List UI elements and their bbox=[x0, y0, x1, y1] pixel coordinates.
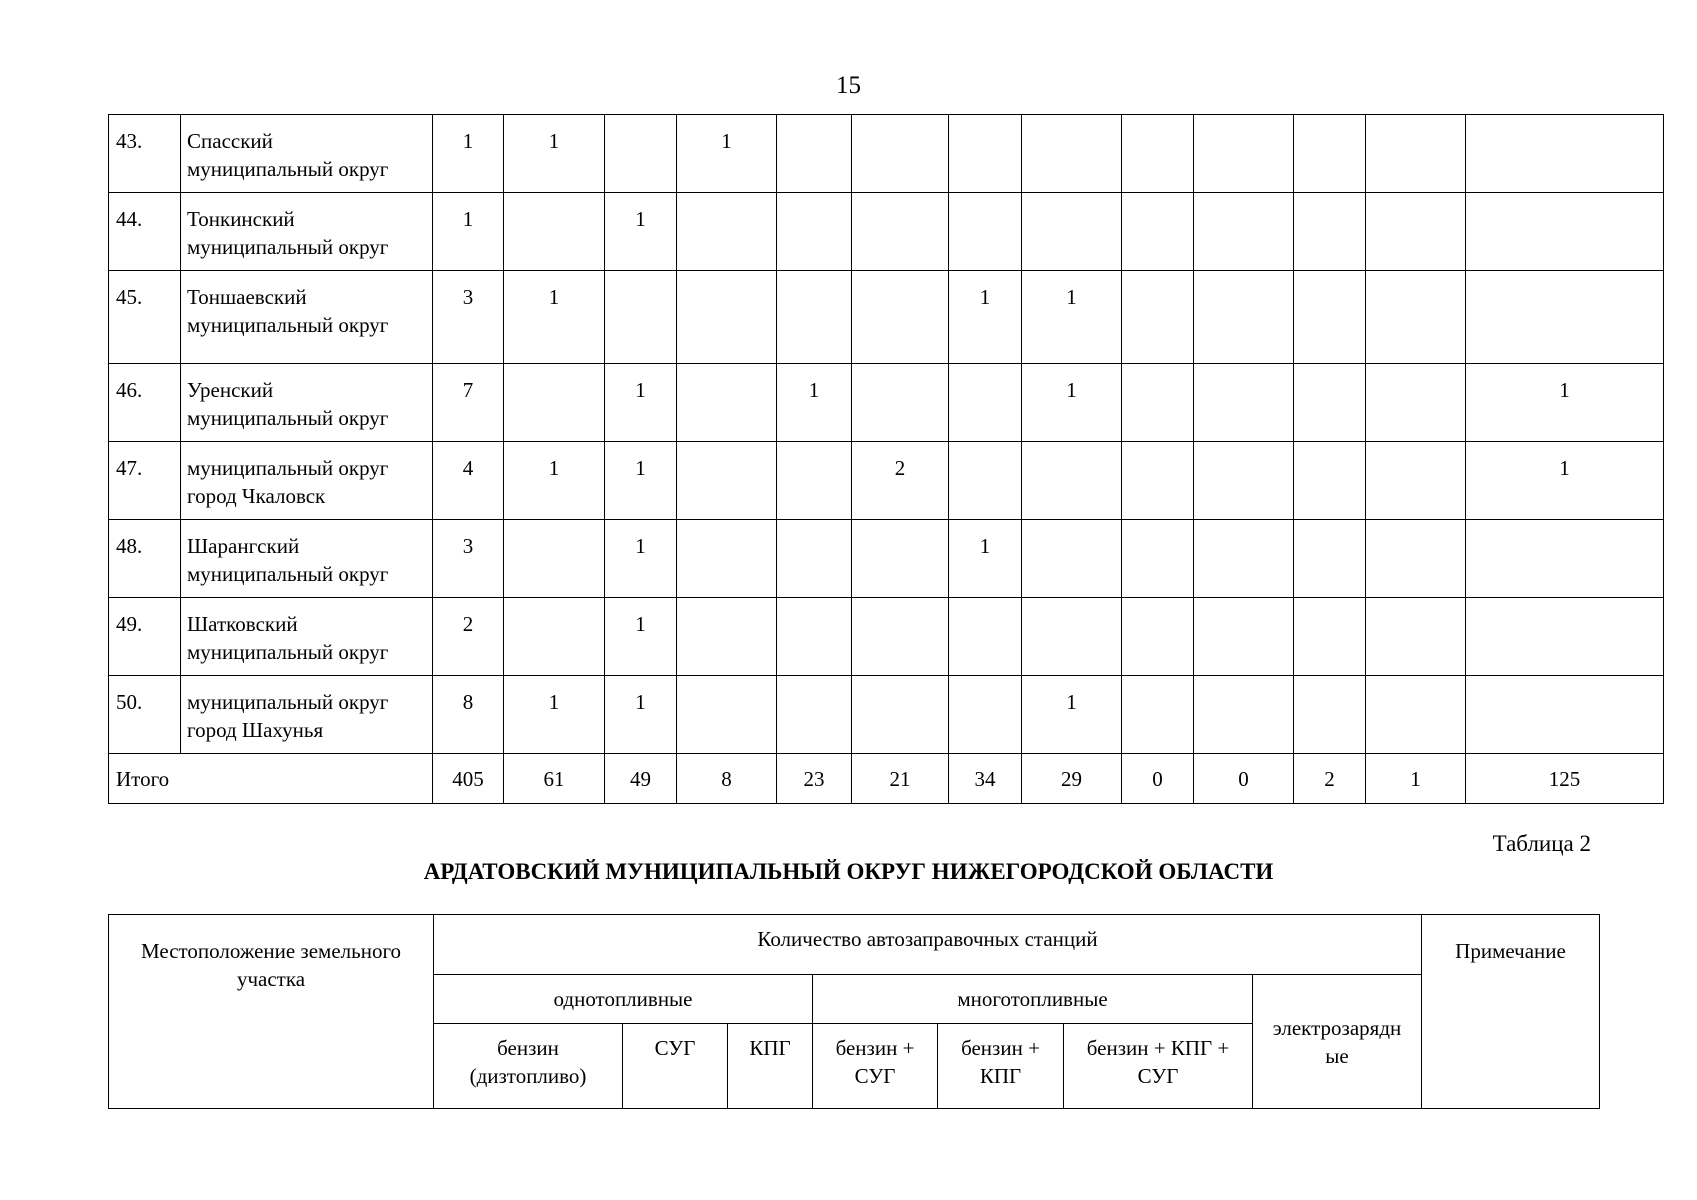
row-value-cell: 1 bbox=[605, 364, 677, 442]
row-district-name bbox=[181, 598, 433, 676]
row-value-cell bbox=[852, 271, 949, 364]
row-value-cell: 1 bbox=[1022, 271, 1122, 364]
row-value-cell bbox=[1466, 676, 1664, 754]
header-multi-fuel: многотопливные bbox=[813, 975, 1253, 1024]
row-value-cell bbox=[949, 364, 1022, 442]
header-petrol-cng-line2: КПГ bbox=[979, 1064, 1022, 1088]
row-number: 50. bbox=[109, 676, 181, 754]
row-value-cell: 1 bbox=[777, 364, 852, 442]
row-value-cell bbox=[777, 271, 852, 364]
row-value-cell bbox=[852, 115, 949, 193]
totals-value-cell: 405 bbox=[433, 754, 504, 804]
header-petrol-cng-lpg-line2: СУГ bbox=[1137, 1064, 1179, 1088]
totals-value-cell: 125 bbox=[1466, 754, 1664, 804]
totals-value-cell: 2 bbox=[1294, 754, 1366, 804]
table-row bbox=[109, 520, 1664, 598]
row-value-cell bbox=[1194, 115, 1294, 193]
row-value-cell: 3 bbox=[433, 271, 504, 364]
district-name-line: муниципальный округ bbox=[187, 406, 389, 430]
row-district-name bbox=[181, 676, 433, 754]
row-value-cell: 1 bbox=[605, 676, 677, 754]
header-petrol-cng-lpg-line1: бензин + КПГ + bbox=[1086, 1036, 1230, 1060]
row-value-cell: 7 bbox=[433, 364, 504, 442]
row-value-cell: 1 bbox=[1466, 442, 1664, 520]
row-value-cell: 1 bbox=[504, 115, 605, 193]
district-name-line: муниципальный округ bbox=[187, 313, 389, 337]
row-value-cell bbox=[1294, 193, 1366, 271]
header-location-line2: участка bbox=[236, 967, 306, 991]
header-location bbox=[109, 915, 434, 1109]
header-single-fuel: однотопливные bbox=[434, 975, 813, 1024]
row-value-cell bbox=[1294, 115, 1366, 193]
row-value-cell bbox=[777, 676, 852, 754]
row-value-cell bbox=[1294, 676, 1366, 754]
row-value-cell bbox=[1122, 676, 1194, 754]
row-value-cell bbox=[1022, 598, 1122, 676]
row-value-cell bbox=[1366, 271, 1466, 364]
header-petrol bbox=[434, 1024, 623, 1109]
row-value-cell: 1 bbox=[605, 520, 677, 598]
row-value-cell bbox=[504, 364, 605, 442]
row-value-cell bbox=[777, 520, 852, 598]
row-value-cell bbox=[504, 193, 605, 271]
row-value-cell bbox=[1122, 364, 1194, 442]
district-name-line: муниципальный округ bbox=[187, 235, 389, 259]
row-value-cell: 1 bbox=[433, 115, 504, 193]
row-number: 49. bbox=[109, 598, 181, 676]
row-value-cell bbox=[1366, 115, 1466, 193]
totals-value-cell: 1 bbox=[1366, 754, 1466, 804]
header-petrol-line1: бензин bbox=[497, 1036, 559, 1060]
row-value-cell: 2 bbox=[433, 598, 504, 676]
row-value-cell: 1 bbox=[677, 115, 777, 193]
row-value-cell: 1 bbox=[605, 598, 677, 676]
totals-value-cell: 49 bbox=[605, 754, 677, 804]
row-value-cell bbox=[1194, 193, 1294, 271]
row-value-cell bbox=[777, 598, 852, 676]
row-value-cell: 1 bbox=[949, 271, 1022, 364]
table-row bbox=[109, 271, 1664, 364]
page-number: 15 bbox=[836, 72, 861, 99]
totals-value-cell: 61 bbox=[504, 754, 605, 804]
row-number: 46. bbox=[109, 364, 181, 442]
row-district-name bbox=[181, 115, 433, 193]
row-value-cell bbox=[1466, 115, 1664, 193]
district-name-line: Спасский bbox=[187, 129, 273, 153]
row-value-cell bbox=[949, 442, 1022, 520]
row-value-cell bbox=[1022, 442, 1122, 520]
totals-value-cell: 29 bbox=[1022, 754, 1122, 804]
row-value-cell: 1 bbox=[504, 676, 605, 754]
row-value-cell bbox=[852, 520, 949, 598]
row-number: 45. bbox=[109, 271, 181, 364]
row-district-name bbox=[181, 364, 433, 442]
row-value-cell bbox=[1466, 598, 1664, 676]
header-petrol-cng bbox=[938, 1024, 1064, 1109]
row-district-name bbox=[181, 193, 433, 271]
row-value-cell: 1 bbox=[504, 442, 605, 520]
row-value-cell bbox=[677, 442, 777, 520]
header-station-count: Количество автозаправочных станций bbox=[434, 915, 1422, 975]
row-value-cell: 8 bbox=[433, 676, 504, 754]
district-name-line: муниципальный округ bbox=[187, 157, 389, 181]
row-value-cell bbox=[949, 115, 1022, 193]
row-value-cell bbox=[1466, 520, 1664, 598]
row-value-cell bbox=[1366, 676, 1466, 754]
district-name-line: муниципальный округ bbox=[187, 562, 389, 586]
district-name-line: муниципальный округ bbox=[187, 690, 389, 714]
header-petrol-cng-line1: бензин + bbox=[961, 1036, 1040, 1060]
row-value-cell bbox=[677, 676, 777, 754]
table-caption: Таблица 2 bbox=[1492, 831, 1591, 856]
row-value-cell: 1 bbox=[1022, 676, 1122, 754]
row-value-cell bbox=[1294, 520, 1366, 598]
row-value-cell bbox=[677, 520, 777, 598]
header-petrol-line2: (дизтопливо) bbox=[469, 1064, 587, 1088]
row-number: 43. bbox=[109, 115, 181, 193]
row-value-cell: 2 bbox=[852, 442, 949, 520]
row-number: 48. bbox=[109, 520, 181, 598]
row-value-cell bbox=[1194, 364, 1294, 442]
row-value-cell bbox=[777, 193, 852, 271]
row-value-cell bbox=[1122, 115, 1194, 193]
header-petrol-lpg-line1: бензин + bbox=[835, 1036, 915, 1060]
row-value-cell bbox=[949, 676, 1022, 754]
row-value-cell bbox=[1294, 598, 1366, 676]
row-value-cell bbox=[1466, 271, 1664, 364]
district-name-line: Уренский bbox=[187, 378, 274, 402]
row-value-cell: 1 bbox=[504, 271, 605, 364]
table-row bbox=[109, 442, 1664, 520]
district-name-line: муниципальный округ bbox=[187, 640, 389, 664]
district-name-line: город Чкаловск bbox=[187, 484, 326, 508]
row-number: 44. bbox=[109, 193, 181, 271]
row-value-cell: 1 bbox=[433, 193, 504, 271]
district-name-line: муниципальный округ bbox=[187, 456, 389, 480]
row-value-cell bbox=[1194, 676, 1294, 754]
row-value-cell bbox=[1122, 520, 1194, 598]
district-name-line: Тонкинский bbox=[187, 207, 295, 231]
row-value-cell bbox=[1194, 442, 1294, 520]
table-row bbox=[109, 676, 1664, 754]
district-name-line: Шатковский bbox=[187, 612, 298, 636]
row-value-cell bbox=[852, 598, 949, 676]
row-value-cell bbox=[677, 193, 777, 271]
row-value-cell bbox=[1022, 115, 1122, 193]
totals-value-cell: 0 bbox=[1122, 754, 1194, 804]
row-value-cell bbox=[1194, 598, 1294, 676]
row-district-name bbox=[181, 442, 433, 520]
row-value-cell bbox=[605, 115, 677, 193]
row-value-cell bbox=[504, 598, 605, 676]
district-name-line: Тоншаевский bbox=[187, 285, 307, 309]
totals-value-cell: 8 bbox=[677, 754, 777, 804]
table-row bbox=[109, 598, 1664, 676]
row-value-cell bbox=[1294, 442, 1366, 520]
header-petrol-lpg-line2: СУГ bbox=[854, 1064, 896, 1088]
row-value-cell bbox=[1194, 271, 1294, 364]
row-value-cell bbox=[1194, 520, 1294, 598]
row-value-cell bbox=[949, 193, 1022, 271]
totals-value-cell: 34 bbox=[949, 754, 1022, 804]
row-value-cell bbox=[1366, 598, 1466, 676]
row-value-cell bbox=[504, 520, 605, 598]
row-value-cell: 1 bbox=[1022, 364, 1122, 442]
row-value-cell bbox=[852, 193, 949, 271]
row-value-cell bbox=[1294, 364, 1366, 442]
row-value-cell bbox=[1366, 520, 1466, 598]
header-lpg: СУГ bbox=[623, 1024, 728, 1109]
header-electric-line1: электрозарядн bbox=[1272, 1015, 1402, 1040]
district-header-table bbox=[108, 914, 1600, 1109]
row-value-cell bbox=[1122, 598, 1194, 676]
row-value-cell: 1 bbox=[605, 442, 677, 520]
header-petrol-cng-lpg bbox=[1064, 1024, 1253, 1109]
row-value-cell bbox=[605, 271, 677, 364]
header-electric-line2: ые bbox=[1325, 1043, 1349, 1068]
totals-value-cell: 21 bbox=[852, 754, 949, 804]
row-value-cell bbox=[1122, 271, 1194, 364]
district-name-line: Шарангский bbox=[187, 534, 300, 558]
header-note: Примечание bbox=[1422, 915, 1600, 1109]
row-value-cell bbox=[1122, 442, 1194, 520]
row-value-cell: 1 bbox=[1466, 364, 1664, 442]
row-value-cell bbox=[777, 442, 852, 520]
header-petrol-lpg bbox=[813, 1024, 938, 1109]
header-cng: КПГ bbox=[728, 1024, 813, 1109]
row-value-cell bbox=[852, 364, 949, 442]
table-title: АРДАТОВСКИЙ МУНИЦИПАЛЬНЫЙ ОКРУГ НИЖЕГОРОДСКОЙ ОБЛАСТИ bbox=[423, 859, 1274, 884]
totals-value-cell: 23 bbox=[777, 754, 852, 804]
row-district-name bbox=[181, 520, 433, 598]
row-value-cell bbox=[852, 676, 949, 754]
district-name-line: город Шахунья bbox=[187, 718, 324, 742]
totals-label: Итого bbox=[109, 754, 433, 804]
row-value-cell bbox=[1366, 193, 1466, 271]
row-value-cell bbox=[1366, 364, 1466, 442]
totals-row bbox=[109, 754, 1664, 804]
row-value-cell: 1 bbox=[605, 193, 677, 271]
row-value-cell bbox=[777, 115, 852, 193]
row-district-name bbox=[181, 271, 433, 364]
row-value-cell bbox=[1466, 193, 1664, 271]
row-value-cell bbox=[1294, 271, 1366, 364]
table-row bbox=[109, 115, 1664, 193]
row-value-cell bbox=[949, 598, 1022, 676]
table-row bbox=[109, 364, 1664, 442]
row-value-cell bbox=[1122, 193, 1194, 271]
row-value-cell bbox=[677, 271, 777, 364]
row-number: 47. bbox=[109, 442, 181, 520]
totals-value-cell: 0 bbox=[1194, 754, 1294, 804]
header-location-line1: Местоположение земельного bbox=[140, 939, 402, 963]
stations-table bbox=[108, 114, 1664, 804]
row-value-cell bbox=[1022, 520, 1122, 598]
row-value-cell: 1 bbox=[949, 520, 1022, 598]
table-row bbox=[109, 193, 1664, 271]
row-value-cell bbox=[1366, 442, 1466, 520]
row-value-cell bbox=[1022, 193, 1122, 271]
row-value-cell bbox=[677, 364, 777, 442]
row-value-cell bbox=[677, 598, 777, 676]
row-value-cell: 4 bbox=[433, 442, 504, 520]
header-electric bbox=[1253, 975, 1422, 1109]
row-value-cell: 3 bbox=[433, 520, 504, 598]
